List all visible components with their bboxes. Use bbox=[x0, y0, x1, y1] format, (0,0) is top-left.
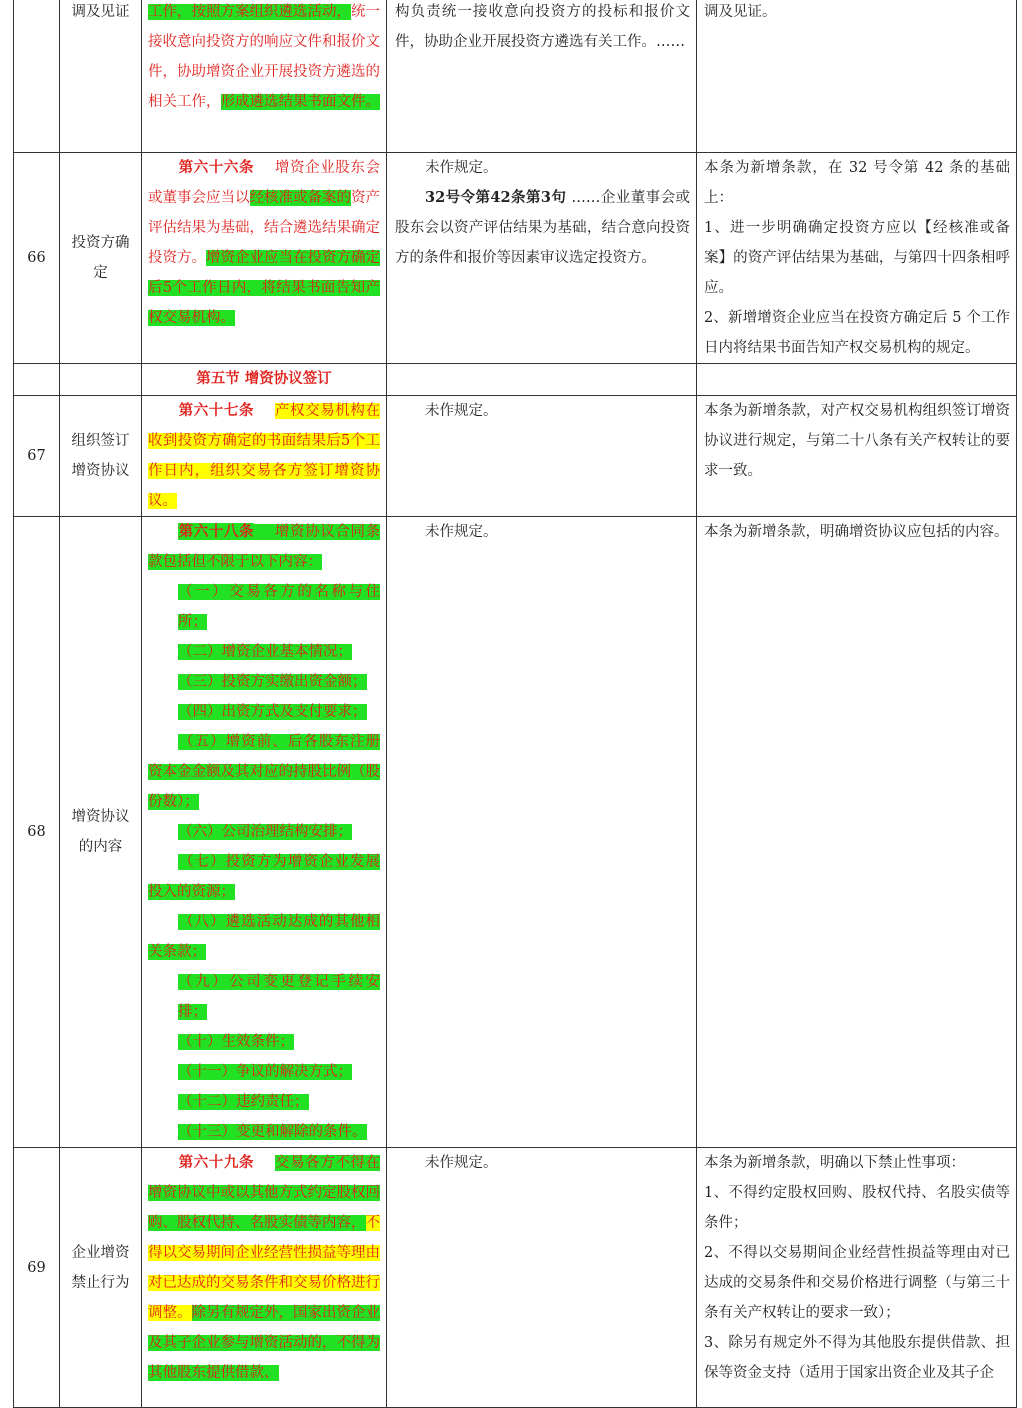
article-title: 增资协议的内容 bbox=[60, 517, 142, 1148]
old-article-text: 未作规定。 bbox=[387, 396, 697, 517]
old-article-text: 未作规定。 bbox=[387, 1148, 697, 1408]
clause-item: （九）公司变更登记手续安排； bbox=[178, 974, 380, 1020]
row-number: 68 bbox=[14, 517, 60, 1148]
table-row bbox=[14, 1148, 1017, 1408]
clause-item: （五）增资前、后各股东注册资本金金额及其对应的持股比例（股份数）； bbox=[148, 734, 380, 810]
old-article-text: 未作规定。 bbox=[387, 517, 697, 1148]
clause-item: （一）交易各方的名称与住所； bbox=[178, 584, 380, 630]
clause-item: （十一）争议的解决方式； bbox=[178, 1064, 352, 1080]
clause-item: （十三）变更和解除的条件。 bbox=[178, 1124, 367, 1140]
revision-note: 本条为新增条款，在 32 号令第 42 条的基础上： 1、进一步明确确定投资方应以【经核准或备案】的资产评估结果为基础，与第四十四条相呼应。 2、新增增资企业应当在投资方确定后 5 个工作日内将结果书面告知产权交易机构的规定。 bbox=[697, 153, 1017, 364]
clause-item: （十二）违约责任； bbox=[178, 1094, 309, 1110]
row-number: 67 bbox=[14, 396, 60, 517]
new-article-text: 第六十六条 增资企业股东会或董事会应当以经核准或备案的资产评估结果为基础，结合遴选结果确定投资方。增资企业应当在投资方确定后5个工作日内，将结果书面告知产权交易机构。 bbox=[142, 153, 387, 364]
new-article-text: 工作，按照方案组织遴选活动，统一接收意向投资方的响应文件和报价文件，协助增资企业开展投资方遴选的相关工作，形成遴选结果书面文件。 bbox=[142, 0, 387, 153]
article-title: 投资方确定 bbox=[60, 153, 142, 364]
revision-note: 调及见证。 bbox=[697, 0, 1017, 153]
section-row bbox=[14, 364, 1017, 396]
clause-item: （八）遴选活动达成的其他相关条款； bbox=[148, 914, 380, 960]
table-row bbox=[14, 517, 1017, 1148]
clause-item: （六）公司治理结构安排； bbox=[178, 824, 352, 840]
new-article-text: 第六十七条 产权交易机构在收到投资方确定的书面结果后5个工作日内，组织交易各方签订增资协议。 bbox=[142, 396, 387, 517]
clause-item: （二）增资企业基本情况； bbox=[178, 644, 352, 660]
revision-note: 本条为新增条款，明确增资协议应包括的内容。 bbox=[697, 517, 1017, 1148]
clause-item: （三）投资方实缴出资金额； bbox=[178, 674, 367, 690]
old-article-text: 未作规定。 32号令第42条第3句 ……企业董事会或股东会以资产评估结果为基础，结合意向投资方的条件和报价等因素审议选定投资方。 bbox=[387, 153, 697, 364]
new-article-text: 第六十九条 交易各方不得在增资协议中或以其他方式约定股权回购、股权代持、名股实债等内容，不得以交易期间企业经营性损益等理由对已达成的交易条件和交易价格进行调整。除另有规定外，国家出资企业及其子企业参与增资活动的，不得为其他股东提供借款、 bbox=[142, 1148, 387, 1408]
old-article-text: 构负责统一接收意向投资方的投标和报价文件，协助企业开展投资方遴选有关工作。…… bbox=[387, 0, 697, 153]
article-title: 调及见证 bbox=[60, 0, 142, 153]
row-number: 69 bbox=[14, 1148, 60, 1408]
clause-item: （四）出资方式及支付要求； bbox=[178, 704, 367, 720]
section-heading: 第五节 增资协议签订 bbox=[142, 364, 387, 396]
article-title: 组织签订增资协议 bbox=[60, 396, 142, 517]
clause-item: （十）生效条件； bbox=[178, 1034, 294, 1050]
new-article-text: 第六十八条 增资协议合同条款包括但不限于以下内容： （一）交易各方的名称与住所； （二）增资企业基本情况； （三）投资方实缴出资金额； （四）出资方式及支付要求； （五）增资前、后各股东注册资本金金额及其对应的持股比例（股份数）； （六）公司治理结构安排； （七）投资方为增资企业发展投入的资源； （八）遴选活动达成的其他相关条款； （九）公司变更登记手续安排； （十）生效条件； （十一）争议的解决方式； （十二）违约责任； （十三）变更和解除的条件。 bbox=[142, 517, 387, 1148]
revision-note: 本条为新增条款，明确以下禁止性事项： 1、不得约定股权回购、股权代持、名股实债等条件； 2、不得以交易期间企业经营性损益等理由对已达成的交易条件和交易价格进行调整（与第三十条有关产权转让的要求一致）； 3、除另有规定外不得为其他股东提供借款、担保等资金支持（适用于国家出资企业及其子企 bbox=[697, 1148, 1017, 1408]
comparison-table bbox=[13, 0, 1017, 1408]
article-title: 企业增资禁止行为 bbox=[60, 1148, 142, 1408]
revision-note: 本条为新增条款，对产权交易机构组织签订增资协议进行规定，与第二十八条有关产权转让的要求一致。 bbox=[697, 396, 1017, 517]
table-row bbox=[14, 0, 1017, 153]
clause-item: （七）投资方为增资企业发展投入的资源； bbox=[148, 854, 380, 900]
table-row bbox=[14, 153, 1017, 364]
table-row bbox=[14, 396, 1017, 517]
row-number bbox=[14, 0, 60, 153]
row-number: 66 bbox=[14, 153, 60, 364]
